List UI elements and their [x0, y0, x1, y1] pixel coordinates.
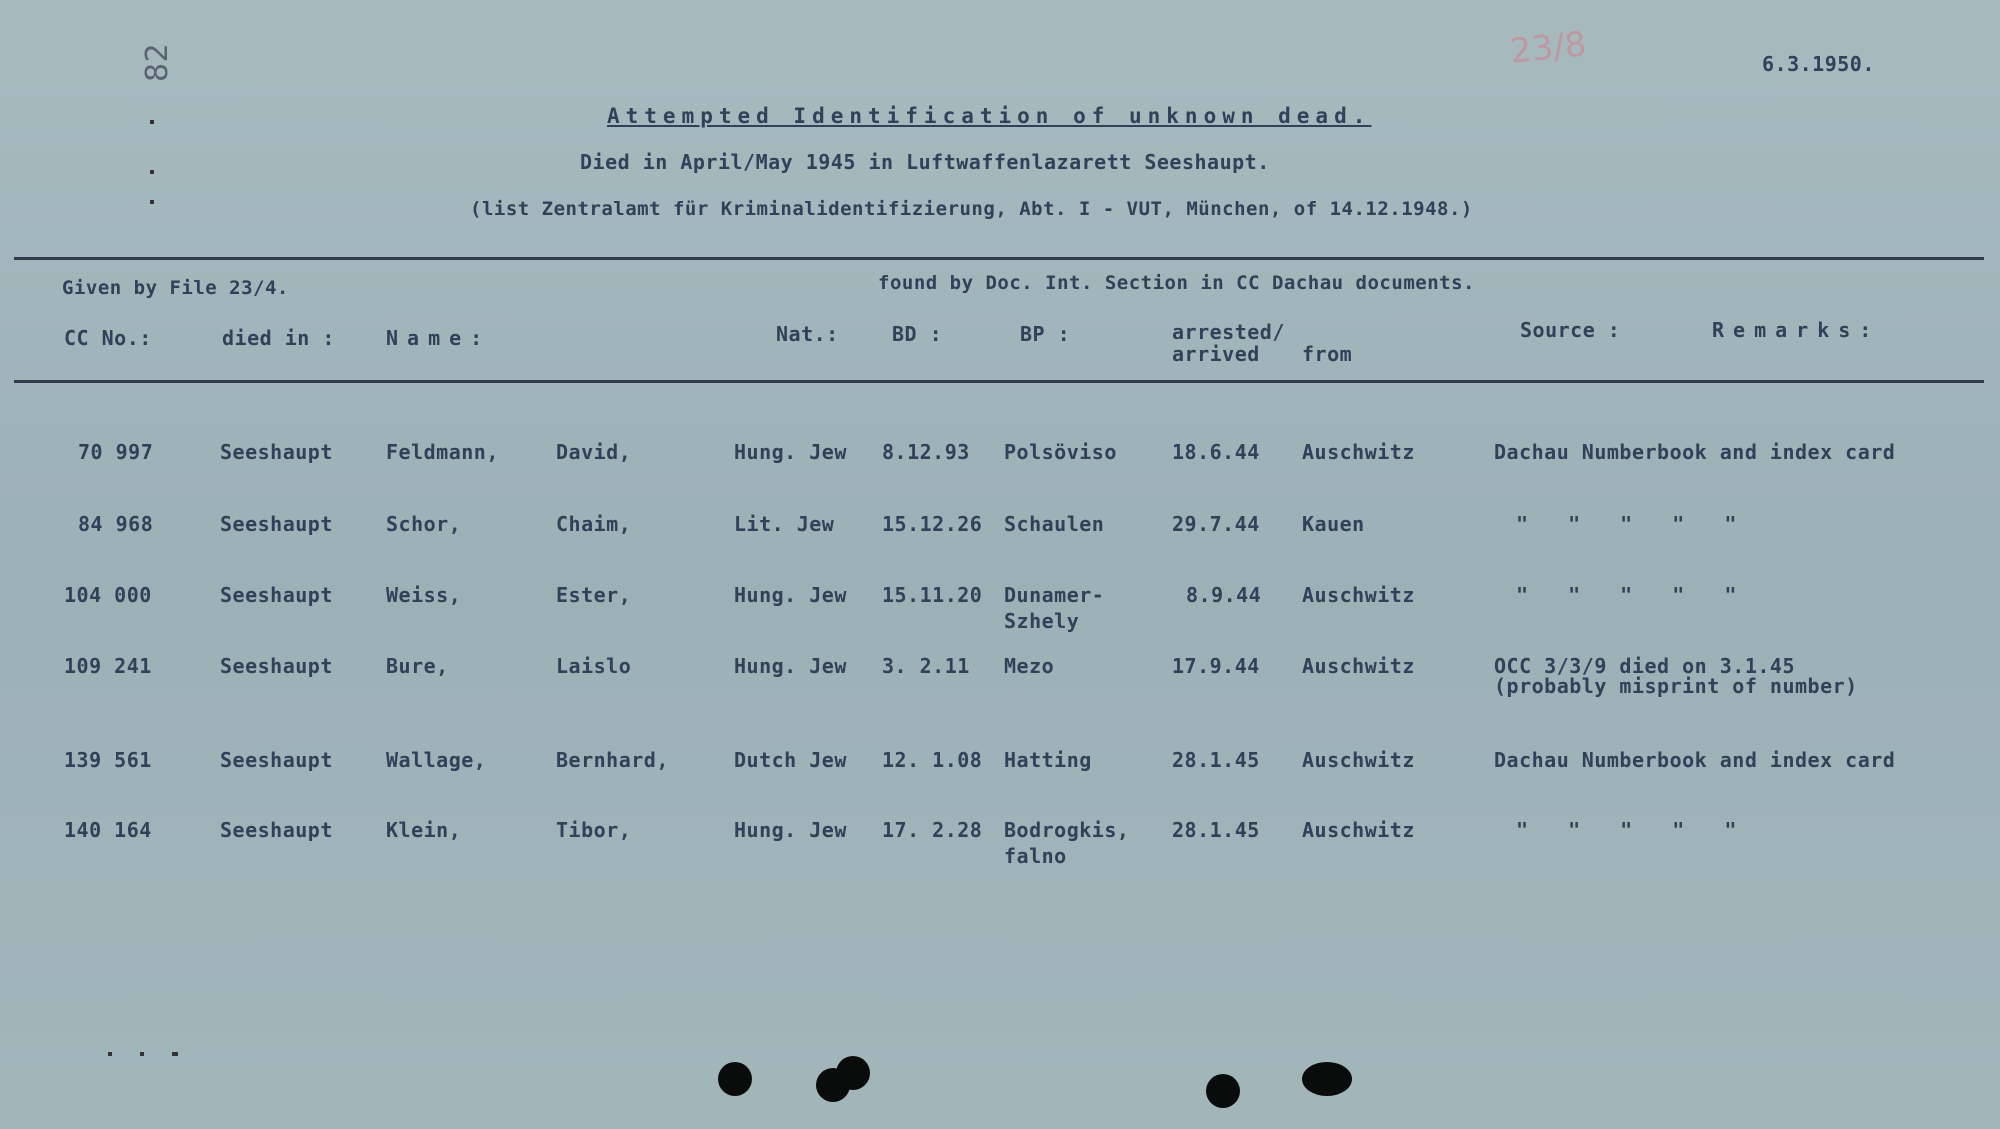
cell-source: " " " " " [1516, 818, 1751, 842]
cell-nat: Hung. Jew [734, 583, 847, 607]
document-subtitle: Died in April/May 1945 in Luftwaffenlazarett Seeshaupt. [580, 150, 1270, 174]
cell-died-in: Seeshaupt [220, 654, 333, 678]
cell-from: Auschwitz [1302, 748, 1415, 772]
found-by: found by Doc. Int. Section in CC Dachau documents. [878, 272, 1475, 294]
cell-died-in: Seeshaupt [220, 748, 333, 772]
cell-surname: Klein, [386, 818, 462, 842]
cell-nat: Lit. Jew [734, 512, 835, 536]
margin-tick [150, 200, 154, 204]
given-by: Given by File 23/4. [62, 277, 289, 299]
cell-bp-cont: falno [1004, 844, 1067, 868]
cell-surname: Feldmann, [386, 440, 499, 464]
cell-surname: Weiss, [386, 583, 462, 607]
cell-bd: 12. 1.08 [882, 748, 983, 772]
table-row [0, 748, 2000, 788]
cell-bp: Dunamer- [1004, 583, 1105, 607]
cell-bp: Bodrogkis, [1004, 818, 1130, 842]
cell-first-name: Ester, [556, 583, 632, 607]
col-nat: Nat.: [776, 322, 839, 346]
punch-hole [836, 1056, 870, 1090]
cell-nat: Hung. Jew [734, 654, 847, 678]
cell-cc-no: 104 000 [64, 583, 152, 607]
source-line: (list Zentralamt für Kriminalidentifizierung, Abt. I - VUT, München, of 14.12.1948.) [470, 198, 1473, 220]
col-cc-no: CC No.: [64, 326, 152, 350]
cell-died-in: Seeshaupt [220, 818, 333, 842]
cell-bp: Schaulen [1004, 512, 1105, 536]
cell-bp: Hatting [1004, 748, 1092, 772]
col-name: Name: [386, 326, 492, 350]
cell-bd: 15.11.20 [882, 583, 983, 607]
margin-tick [150, 170, 154, 174]
cell-died-in: Seeshaupt [220, 512, 333, 536]
punch-hole [1206, 1074, 1240, 1108]
cell-first-name: Bernhard, [556, 748, 669, 772]
col-remarks: Remarks: [1712, 318, 1881, 342]
margin-tick [140, 1052, 144, 1056]
col-from: from [1302, 342, 1353, 366]
cell-died-in: Seeshaupt [220, 583, 333, 607]
cell-first-name: David, [556, 440, 632, 464]
cell-cc-no: 70 997 [78, 440, 154, 464]
handwritten-stamp: 23/8 [1508, 24, 1589, 72]
cell-cc-no: 84 968 [78, 512, 154, 536]
cell-source: Dachau Numberbook and index card [1494, 440, 1896, 464]
col-died-in: died in : [222, 326, 335, 350]
table-row [0, 654, 2000, 714]
cell-source: " " " " " [1516, 512, 1751, 536]
cell-bd: 17. 2.28 [882, 818, 983, 842]
margin-tick [150, 120, 154, 124]
cell-cc-no: 109 241 [64, 654, 152, 678]
cell-source: " " " " " [1516, 583, 1751, 607]
table-row [0, 512, 2000, 552]
cell-source: Dachau Numberbook and index card [1494, 748, 1896, 772]
cell-from: Kauen [1302, 512, 1365, 536]
cell-cc-no: 139 561 [64, 748, 152, 772]
margin-tick [172, 1052, 178, 1056]
cell-arrived: 28.1.45 [1172, 818, 1260, 842]
cell-from: Auschwitz [1302, 654, 1415, 678]
cell-first-name: Tibor, [556, 818, 632, 842]
cell-source-cont: (probably misprint of number) [1494, 674, 1858, 698]
table-row [0, 583, 2000, 643]
col-bp: BP : [1020, 322, 1071, 346]
cell-first-name: Laislo [556, 654, 632, 678]
cell-surname: Wallage, [386, 748, 487, 772]
cell-bp: Mezo [1004, 654, 1055, 678]
cell-bp: Polsöviso [1004, 440, 1117, 464]
cell-arrived: 17.9.44 [1172, 654, 1260, 678]
cell-first-name: Chaim, [556, 512, 632, 536]
header-top-rule [14, 257, 1984, 260]
cell-arrived: 28.1.45 [1172, 748, 1260, 772]
cell-bd: 8.12.93 [882, 440, 970, 464]
cell-arrived: 29.7.44 [1172, 512, 1260, 536]
document-title: Attempted Identification of unknown dead. [607, 104, 1372, 128]
cell-surname: Bure, [386, 654, 449, 678]
cell-from: Auschwitz [1302, 440, 1415, 464]
cell-from: Auschwitz [1302, 583, 1415, 607]
cell-nat: Hung. Jew [734, 818, 847, 842]
table-row [0, 818, 2000, 878]
punch-hole [1302, 1062, 1352, 1096]
margin-number: 82 [140, 42, 175, 82]
col-arrested: arrested/ [1172, 320, 1285, 344]
cell-cc-no: 140 164 [64, 818, 152, 842]
cell-surname: Schor, [386, 512, 462, 536]
table-row [0, 440, 2000, 480]
cell-bd: 15.12.26 [882, 512, 983, 536]
cell-bd: 3. 2.11 [882, 654, 970, 678]
col-source: Source : [1520, 318, 1621, 342]
margin-tick [108, 1052, 112, 1056]
cell-died-in: Seeshaupt [220, 440, 333, 464]
cell-nat: Hung. Jew [734, 440, 847, 464]
col-arrived: arrived [1172, 342, 1260, 366]
cell-arrived: 18.6.44 [1172, 440, 1260, 464]
cell-nat: Dutch Jew [734, 748, 847, 772]
header-bottom-rule [14, 380, 1984, 383]
cell-bp-cont: Szhely [1004, 609, 1080, 633]
cell-arrived: 8.9.44 [1186, 583, 1262, 607]
document-date: 6.3.1950. [1762, 52, 1875, 76]
cell-source: OCC 3/3/9 died on 3.1.45 [1494, 654, 1795, 678]
col-bd: BD : [892, 322, 943, 346]
cell-from: Auschwitz [1302, 818, 1415, 842]
punch-hole [718, 1062, 752, 1096]
